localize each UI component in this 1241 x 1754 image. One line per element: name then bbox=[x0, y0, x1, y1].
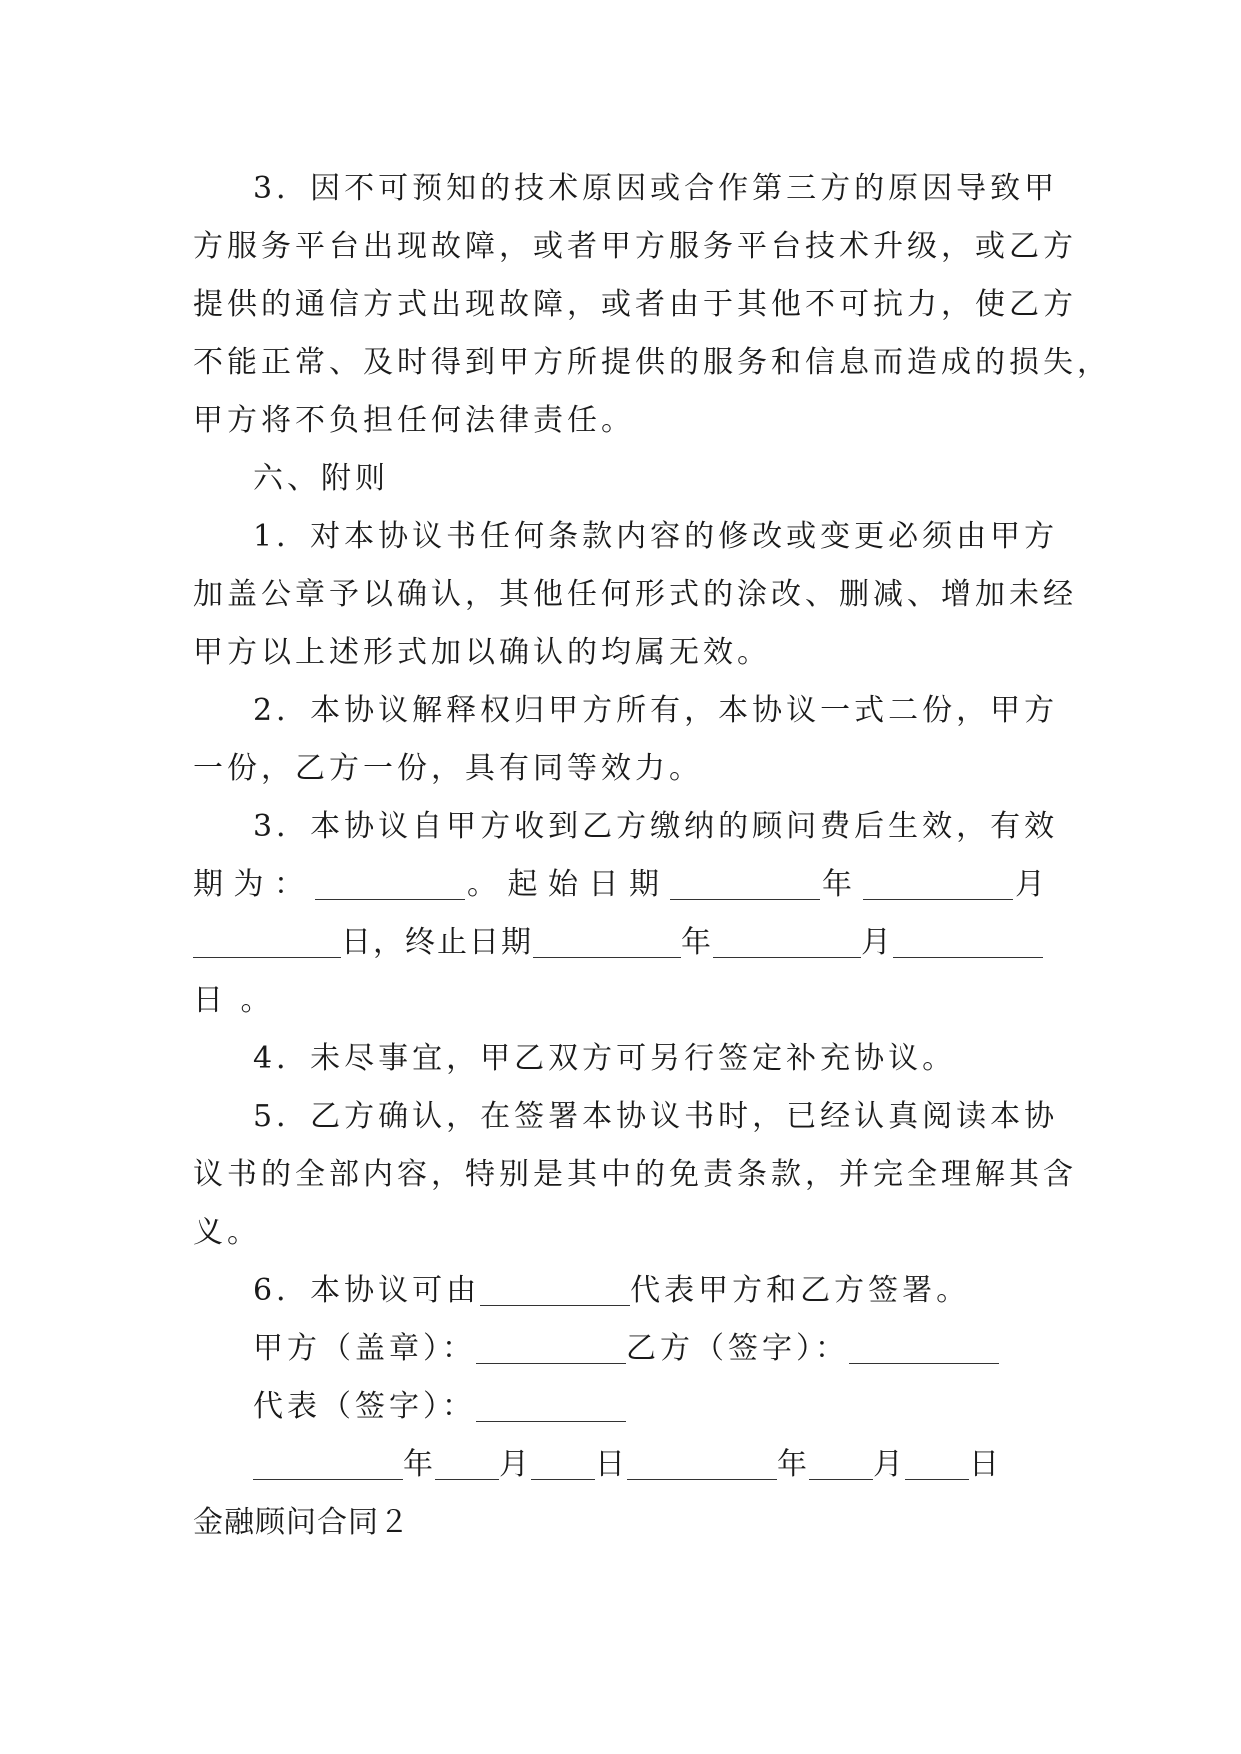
party-a-year-label: 年 bbox=[403, 1447, 435, 1482]
start-month-label: 月 bbox=[1012, 867, 1053, 902]
next-contract-title: 金融顾问合同２ bbox=[193, 1505, 410, 1540]
section-6-title: 六、附则 bbox=[253, 461, 389, 496]
party-b-sign-blank[interactable] bbox=[849, 1333, 999, 1364]
party-b-month-blank[interactable] bbox=[809, 1449, 873, 1480]
party-a-month-blank[interactable] bbox=[435, 1449, 499, 1480]
end-month-blank[interactable] bbox=[713, 927, 861, 958]
party-a-year-blank[interactable] bbox=[253, 1449, 403, 1480]
party-b-year-blank[interactable] bbox=[627, 1449, 777, 1480]
start-date-label: 。起始日期 bbox=[464, 867, 670, 902]
para-6-5-line-2: 议书的全部内容，特别是其中的免责条款，并完全理解其含 bbox=[193, 1157, 1077, 1192]
party-a-day-label: 日 bbox=[595, 1447, 627, 1482]
end-month-label: 月 bbox=[861, 925, 893, 960]
party-b-label: 乙方（签字）： bbox=[626, 1331, 849, 1366]
signature-parties-line bbox=[253, 1327, 1053, 1371]
representative-line bbox=[253, 1385, 1053, 1429]
end-day-blank[interactable] bbox=[893, 927, 1043, 958]
para-6-5-line-1: 5．乙方确认，在签署本协议书时，已经认真阅读本协 bbox=[253, 1099, 1059, 1134]
party-a-month-label: 月 bbox=[499, 1447, 531, 1482]
party-b-day-label: 日 bbox=[969, 1447, 1001, 1482]
validity-period-blank[interactable] bbox=[315, 869, 465, 900]
para-6-6-start: 6．本协议可由 bbox=[253, 1273, 481, 1308]
para-6-1-line-1: 1．对本协议书任何条款内容的修改或变更必须由甲方 bbox=[253, 519, 1059, 554]
para-6-3-line-3 bbox=[193, 921, 1053, 965]
para-5-3-line-2: 方服务平台出现故障，或者甲方服务平台技术升级，或乙方 bbox=[193, 229, 1077, 264]
party-a-day-blank[interactable] bbox=[531, 1449, 595, 1480]
para-5-3-line-1: 3．因不可预知的技术原因或合作第三方的原因导致甲 bbox=[253, 171, 1059, 206]
start-year-label: 年 bbox=[819, 867, 863, 902]
validity-label: 期为： bbox=[193, 867, 315, 902]
para-5-3-line-4: 不能正常、及时得到甲方所提供的服务和信息而造成的损失， bbox=[193, 345, 1111, 380]
start-day-blank[interactable] bbox=[193, 927, 341, 958]
para-6-1-line-2: 加盖公章予以确认，其他任何形式的涂改、删减、增加未经 bbox=[193, 577, 1077, 612]
para-6-2-line-1: 2．本协议解释权归甲方所有，本协议一式二份，甲方 bbox=[253, 693, 1059, 728]
signature-dates-line bbox=[253, 1443, 1053, 1487]
para-6-4: 4．未尽事宜，甲乙双方可另行签定补充协议。 bbox=[253, 1041, 957, 1076]
signatory-blank[interactable] bbox=[480, 1275, 630, 1306]
representative-label: 代表（签字）： bbox=[253, 1389, 476, 1424]
para-6-6-end: 代表甲方和乙方签署。 bbox=[630, 1273, 971, 1308]
para-6-6 bbox=[253, 1269, 1053, 1313]
party-b-year-label: 年 bbox=[777, 1447, 809, 1482]
para-5-3-line-3: 提供的通信方式出现故障，或者由于其他不可抗力，使乙方 bbox=[193, 287, 1077, 322]
para-6-5-line-3: 义。 bbox=[193, 1215, 261, 1250]
para-6-3-line-1: 3．本协议自甲方收到乙方缴纳的顾问费后生效，有效 bbox=[253, 809, 1059, 844]
para-6-3-line-2 bbox=[193, 863, 1053, 907]
para-5-3-line-5: 甲方将不负担任何法律责任。 bbox=[193, 403, 635, 438]
party-b-month-label: 月 bbox=[873, 1447, 905, 1482]
party-a-label: 甲方（盖章）： bbox=[253, 1331, 476, 1366]
para-6-3-line-4: 日 。 bbox=[193, 983, 275, 1018]
para-6-1-line-3: 甲方以上述形式加以确认的均属无效。 bbox=[193, 635, 771, 670]
start-month-blank[interactable] bbox=[863, 869, 1013, 900]
end-year-blank[interactable] bbox=[533, 927, 681, 958]
start-year-blank[interactable] bbox=[670, 869, 820, 900]
representative-sign-blank[interactable] bbox=[476, 1391, 626, 1422]
end-year-label: 年 bbox=[681, 925, 713, 960]
party-a-seal-blank[interactable] bbox=[476, 1333, 626, 1364]
party-b-day-blank[interactable] bbox=[905, 1449, 969, 1480]
end-date-label: 日，终止日期 bbox=[341, 925, 533, 960]
para-6-2-line-2: 一份，乙方一份，具有同等效力。 bbox=[193, 751, 703, 786]
